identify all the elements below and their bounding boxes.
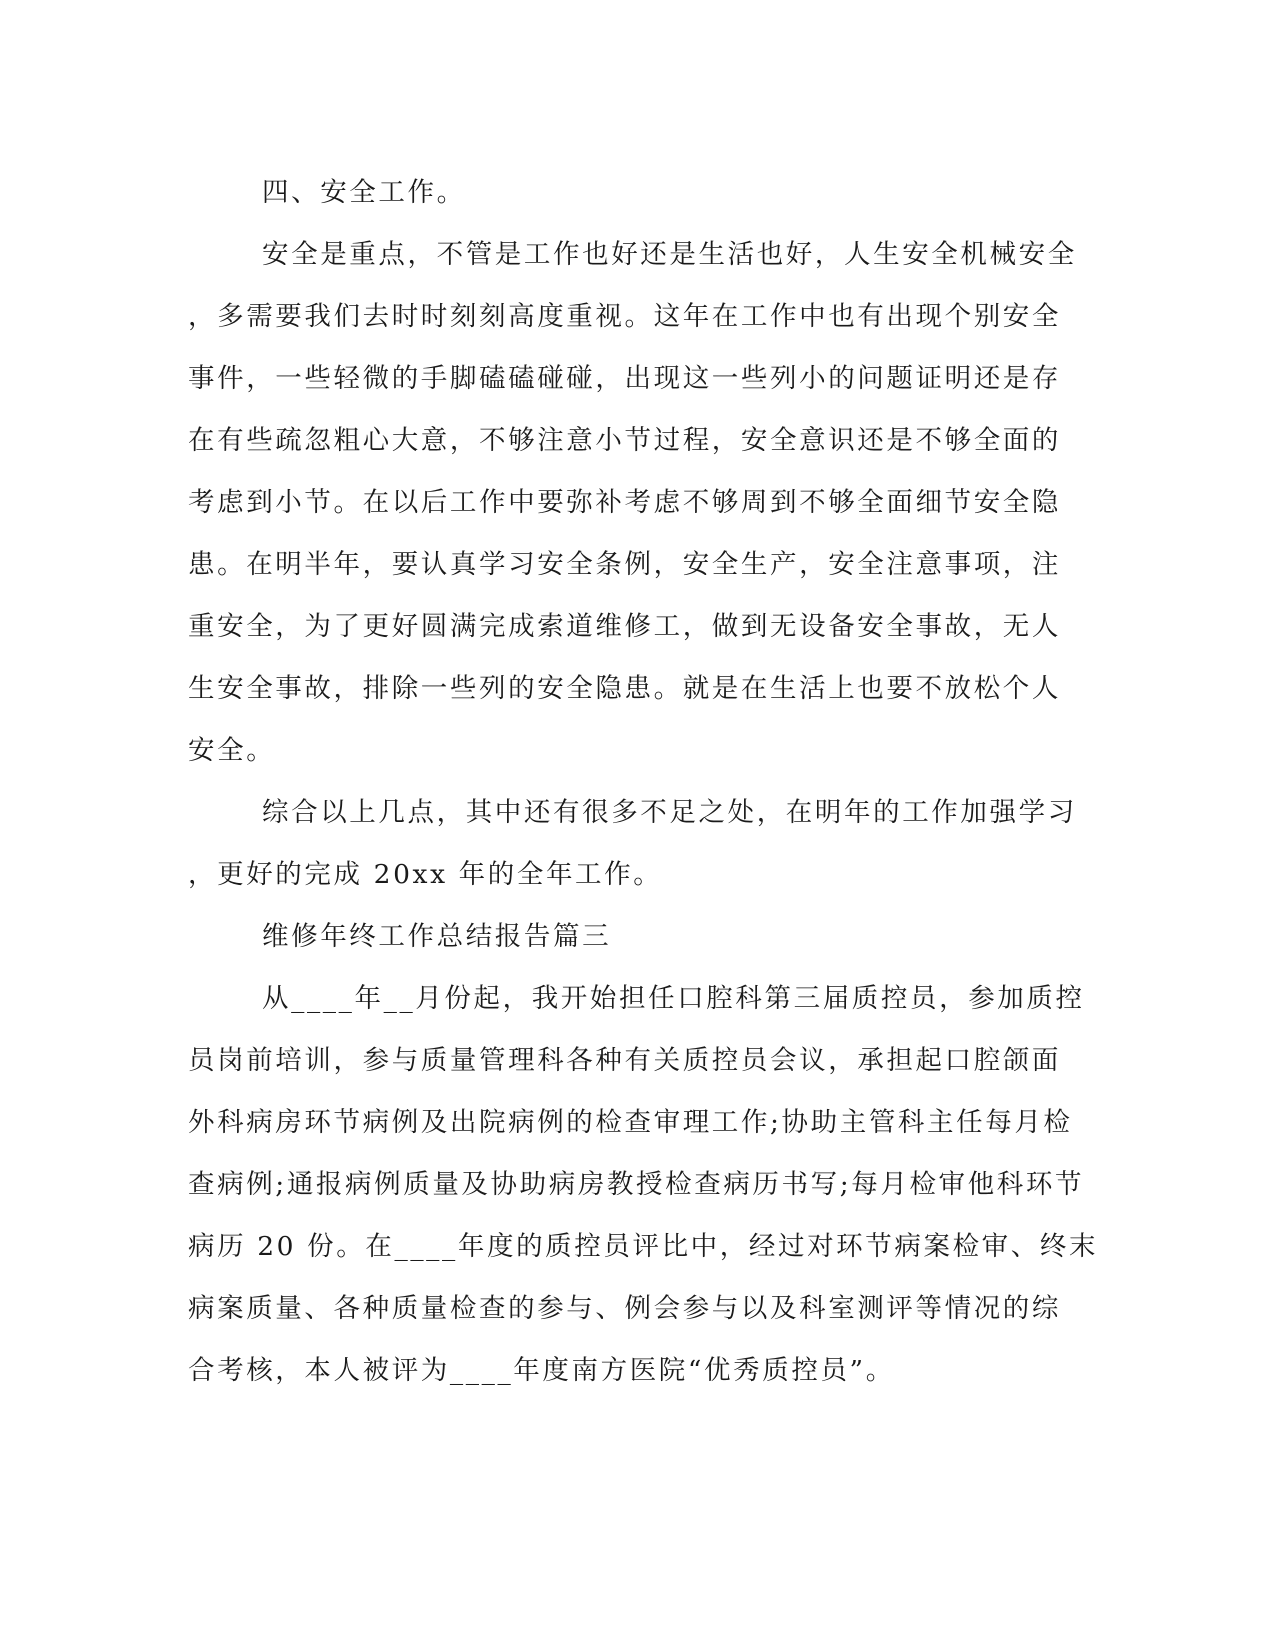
section-heading: 四、安全工作。 — [262, 177, 466, 208]
paragraph-line: 查病例;通报病例质量及协助病房教授检查病历书写;每月检审他科环节 — [188, 1169, 1085, 1200]
paragraph-line: ，多需要我们去时时刻刻高度重视。这年在工作中也有出现个别安全 — [188, 301, 1061, 332]
paragraph-line: 事件，一些轻微的手脚磕磕碰碰，出现这一些列小的问题证明还是存 — [188, 363, 1061, 394]
paragraph-line: ，更好的完成 20xx 年的全年工作。 — [188, 859, 663, 890]
document-body — [188, 162, 1099, 1402]
paragraph-line: 考虑到小节。在以后工作中要弥补考虑不够周到不够全面细节安全隐 — [188, 487, 1061, 518]
paragraph-line: 病历 20 份。在____年度的质控员评比中，经过对环节病案检审、终末 — [188, 1231, 1099, 1262]
paragraph-line: 从____年__月份起，我开始担任口腔科第三届质控员，参加质控 — [262, 983, 1085, 1014]
summary-paragraph — [188, 782, 1077, 906]
paragraph-line: 安全。 — [188, 735, 276, 766]
paragraph-line: 合考核，本人被评为____年度南方医院“优秀质控员”。 — [188, 1355, 895, 1386]
paragraph-line: 生安全事故，排除一些列的安全隐患。就是在生活上也要不放松个人 — [188, 673, 1061, 704]
paragraph-line: 外科病房环节病例及出院病例的检查审理工作;协助主管科主任每月检 — [188, 1107, 1073, 1138]
safety-paragraph — [188, 224, 1077, 782]
quality-control-paragraph — [188, 968, 1099, 1402]
paragraph-line: 员岗前培训，参与质量管理科各种有关质控员会议，承担起口腔颌面 — [188, 1045, 1061, 1076]
paragraph-line: 病案质量、各种质量检查的参与、例会参与以及科室测评等情况的综 — [188, 1293, 1061, 1324]
article-title: 维修年终工作总结报告篇三 — [262, 921, 612, 952]
paragraph-line: 安全是重点，不管是工作也好还是生活也好，人生安全机械安全 — [262, 239, 1077, 270]
paragraph-line: 重安全，为了更好圆满完成索道维修工，做到无设备安全事故，无人 — [188, 611, 1061, 642]
paragraph-line: 在有些疏忽粗心大意，不够注意小节过程，安全意识还是不够全面的 — [188, 425, 1061, 456]
paragraph-line: 综合以上几点，其中还有很多不足之处，在明年的工作加强学习 — [262, 797, 1077, 828]
paragraph-line: 患。在明半年，要认真学习安全条例，安全生产，安全注意事项，注 — [188, 549, 1061, 580]
